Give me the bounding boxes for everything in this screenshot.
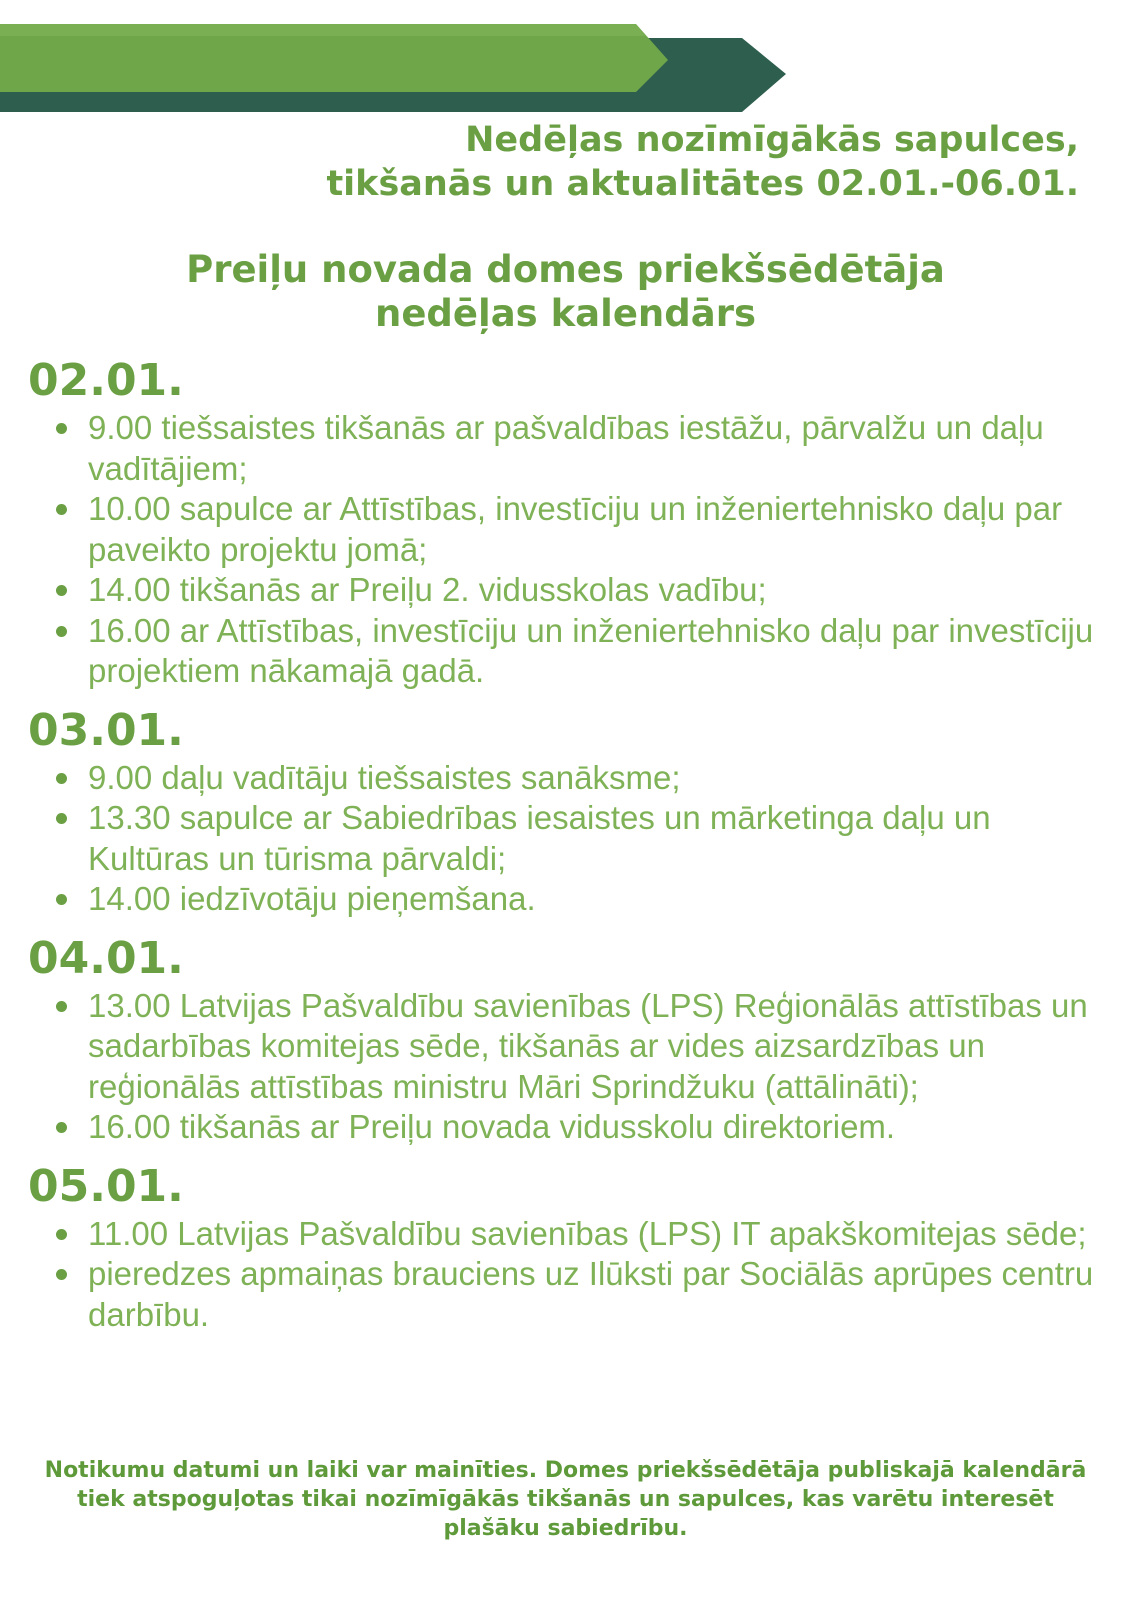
- calendar-subtitle-line-1: Preiļu novada domes priekšsēdētāja: [186, 248, 945, 291]
- event-list: [28, 758, 1108, 920]
- event-item: 16.00 ar Attīstības, investīciju un inženiertehnisko daļu par investīciju projektiem nākamajā gadā.: [88, 611, 1108, 692]
- page-title-line-1: Nedēļas nozīmīgākās sapulces,: [465, 120, 1079, 160]
- day-section: [28, 706, 1108, 920]
- event-list: [28, 986, 1108, 1148]
- calendar-subtitle: [0, 248, 1131, 336]
- day-date: 05.01.: [28, 1160, 184, 1212]
- banner-light-stripe: [0, 24, 646, 36]
- event-item: 14.00 tikšanās ar Preiļu 2. vidusskolas vadību;: [88, 570, 1108, 611]
- event-item: 11.00 Latvijas Pašvaldību savienības (LPS) IT apakškomitejas sēde;: [88, 1214, 1108, 1255]
- event-item: 13.30 sapulce ar Sabiedrības iesaistes un mārketinga daļu un Kultūras un tūrisma pārvaldi;: [88, 798, 1108, 879]
- day-date: 04.01.: [28, 932, 184, 984]
- event-item: 14.00 iedzīvotāju pieņemšana.: [88, 879, 1108, 920]
- day-section: [28, 1162, 1108, 1336]
- header-banner: [0, 0, 1131, 120]
- day-date: 03.01.: [28, 704, 184, 756]
- day-section: [28, 934, 1108, 1148]
- day-section: [28, 356, 1108, 692]
- page-title-line-2: tikšanās un aktualitātes 02.01.-06.01.: [326, 164, 1079, 204]
- event-list: [28, 1214, 1108, 1336]
- event-item: 9.00 tiešsaistes tikšanās ar pašvaldības iestāžu, pārvalžu un daļu vadītājiem;: [88, 408, 1108, 489]
- day-date: 02.01.: [28, 355, 184, 406]
- disclaimer-footnote: Notikumu datumi un laiki var mainīties. Domes priekšsēdētāja publiskajā kalendārā tiek atspoguļotas tikai nozīmīgākās tikšanās un sapulces, kas varētu interesēt plašāku sabiedrību.: [44, 1458, 1087, 1541]
- page-title: [319, 118, 1079, 206]
- event-list: [28, 408, 1108, 692]
- event-item: 13.00 Latvijas Pašvaldību savienības (LPS) Reģionālās attīstības un sadarbības komitejas sēde, tikšanās ar vides aizsardzības un reģionālās attīstības ministru Māri Sprindžuku (attālināti);: [88, 986, 1108, 1108]
- event-item: pieredzes apmaiņas brauciens uz Ilūksti par Sociālās aprūpes centru darbību.: [88, 1254, 1108, 1335]
- calendar-content: [28, 356, 1108, 1335]
- event-item: 10.00 sapulce ar Attīstības, investīciju un inženiertehnisko daļu par paveikto projektu jomā;: [88, 489, 1108, 570]
- event-item: 16.00 tikšanās ar Preiļu novada vidusskolu direktoriem.: [88, 1107, 1108, 1148]
- event-item: 9.00 daļu vadītāju tiešsaistes sanāksme;: [88, 758, 1108, 799]
- calendar-subtitle-line-2: nedēļas kalendārs: [375, 292, 756, 335]
